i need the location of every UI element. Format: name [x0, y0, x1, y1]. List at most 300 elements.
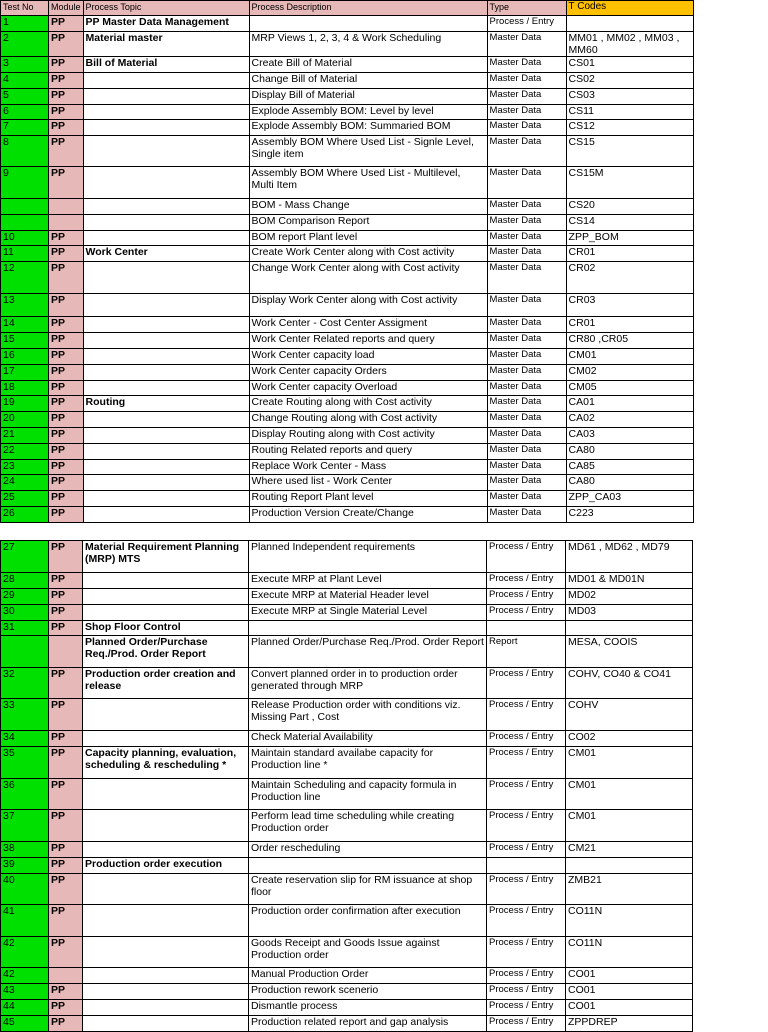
module-cell: PP [49, 317, 84, 333]
table-row [1, 215, 694, 231]
type-cell: Master Data [487, 73, 566, 89]
table-row [1, 262, 694, 294]
process-topic-cell [83, 842, 249, 858]
header-type: Type [487, 1, 566, 16]
process-description-cell: Perform lead time scheduling while creating Production order [249, 810, 487, 842]
process-topic-cell: Planned Order/Purchase Req./Prod. Order Report [83, 636, 249, 668]
test-no-cell: 22 [1, 444, 49, 460]
process-description-cell: Assembly BOM Where Used List - Signle Level, Single item [249, 136, 487, 167]
test-no-cell: 28 [1, 573, 49, 589]
module-cell [49, 215, 84, 231]
t-code-cell: CM21 [566, 842, 693, 858]
test-no-cell: 44 [1, 1000, 49, 1016]
process-description-cell [249, 858, 487, 874]
test-no-cell: 43 [1, 984, 49, 1000]
type-cell: Process / Entry [487, 573, 566, 589]
process-description-cell: Display Work Center along with Cost activity [249, 294, 487, 317]
t-code-cell: CS03 [566, 89, 693, 105]
type-cell: Process / Entry [487, 874, 566, 905]
process-topic-cell: Work Center [83, 246, 249, 262]
test-no-cell: 7 [1, 120, 49, 136]
process-description-cell: MRP Views 1, 2, 3, 4 & Work Scheduling [249, 32, 487, 57]
process-topic-cell [83, 573, 249, 589]
module-cell: PP [49, 381, 84, 396]
process-table [0, 540, 693, 1032]
t-code-cell: CA85 [566, 460, 693, 475]
t-code-cell: MESA, COOIS [566, 636, 693, 668]
type-cell: Process / Entry [487, 905, 566, 937]
table-row [1, 968, 693, 984]
test-no-cell [1, 199, 49, 215]
table-row [1, 810, 693, 842]
t-code-cell: CR01 [566, 246, 693, 262]
process-topic-cell [83, 231, 249, 246]
t-code-cell: C223 [566, 507, 693, 523]
test-no-cell: 12 [1, 262, 49, 294]
test-no-cell: 31 [1, 621, 49, 636]
process-topic-cell: Production order creation and release [83, 668, 249, 699]
process-description-cell: Work Center capacity load [249, 349, 487, 365]
process-topic-cell [83, 937, 249, 968]
process-description-cell: Create reservation slip for RM issuance at shop floor [249, 874, 487, 905]
t-code-cell [566, 16, 693, 32]
module-cell: PP [49, 937, 83, 968]
type-cell: Master Data [487, 136, 566, 167]
process-description-cell: Execute MRP at Single Material Level [249, 605, 487, 621]
module-cell: PP [49, 699, 83, 731]
test-no-cell: 9 [1, 167, 49, 199]
test-no-cell: 32 [1, 668, 49, 699]
process-description-cell: Explode Assembly BOM: Level by level [249, 105, 487, 120]
test-no-cell: 29 [1, 589, 49, 605]
test-no-cell: 20 [1, 412, 49, 428]
module-cell: PP [49, 589, 83, 605]
t-code-cell: ZPPDREP [566, 1016, 693, 1032]
process-topic-cell [83, 589, 249, 605]
table-row [1, 333, 694, 349]
test-no-cell: 36 [1, 779, 49, 810]
module-cell: PP [49, 105, 84, 120]
process-description-cell: Planned Independent requirements [249, 541, 487, 573]
process-description-cell: BOM report Plant level [249, 231, 487, 246]
process-topic-cell [83, 460, 249, 475]
module-cell: PP [49, 32, 84, 57]
process-description-cell: Production rework scenerio [249, 984, 487, 1000]
type-cell: Master Data [487, 444, 566, 460]
t-code-cell: CR80 ,CR05 [566, 333, 693, 349]
table-row [1, 199, 694, 215]
type-cell: Master Data [487, 215, 566, 231]
table-row [1, 605, 693, 621]
process-topic-cell: Material master [83, 32, 249, 57]
process-description-cell: Create Routing along with Cost activity [249, 396, 487, 412]
type-cell: Process / Entry [487, 731, 566, 747]
module-cell: PP [49, 365, 84, 381]
test-no-cell: 45 [1, 1016, 49, 1032]
header-module: Module [49, 1, 84, 16]
process-description-cell: Where used list - Work Center [249, 475, 487, 491]
module-cell: PP [49, 333, 84, 349]
type-cell: Master Data [487, 105, 566, 120]
process-description-cell: Routing Report Plant level [249, 491, 487, 507]
t-code-cell: CS02 [566, 73, 693, 89]
module-cell: PP [49, 905, 83, 937]
type-cell: Master Data [487, 381, 566, 396]
type-cell: Master Data [487, 460, 566, 475]
t-code-cell: CO01 [566, 968, 693, 984]
test-no-cell: 2 [1, 32, 49, 57]
process-topic-cell: Shop Floor Control [83, 621, 249, 636]
type-cell: Process / Entry [487, 968, 566, 984]
module-cell: PP [49, 779, 83, 810]
type-cell: Master Data [487, 262, 566, 294]
type-cell: Master Data [487, 199, 566, 215]
process-description-cell [249, 621, 487, 636]
type-cell: Process / Entry [487, 842, 566, 858]
test-no-cell: 25 [1, 491, 49, 507]
process-description-cell: Work Center - Cost Center Assigment [249, 317, 487, 333]
process-description-cell: Production related report and gap analysis [249, 1016, 487, 1032]
type-cell: Master Data [487, 491, 566, 507]
t-code-cell: CR01 [566, 317, 693, 333]
table-row [1, 905, 693, 937]
t-code-cell: COHV, CO40 & CO41 [566, 668, 693, 699]
type-cell: Master Data [487, 396, 566, 412]
type-cell: Process / Entry [487, 1016, 566, 1032]
process-topic-cell [83, 810, 249, 842]
table-row [1, 246, 694, 262]
test-no-cell: 37 [1, 810, 49, 842]
process-description-cell: BOM Comparison Report [249, 215, 487, 231]
t-code-cell: CA02 [566, 412, 693, 428]
process-description-cell: Check Material Availability [249, 731, 487, 747]
t-code-cell: CO01 [566, 984, 693, 1000]
process-description-cell: Routing Related reports and query [249, 444, 487, 460]
process-topic-cell: Capacity planning, evaluation, scheduling & rescheduling * [83, 747, 249, 779]
t-code-cell: CM05 [566, 381, 693, 396]
process-description-cell: Manual Production Order [249, 968, 487, 984]
type-cell: Master Data [487, 294, 566, 317]
module-cell: PP [49, 136, 84, 167]
type-cell: Report [487, 636, 566, 668]
process-topic-cell [83, 365, 249, 381]
t-code-cell: CA01 [566, 396, 693, 412]
process-topic-cell [83, 731, 249, 747]
type-cell: Process / Entry [487, 668, 566, 699]
process-description-cell: Replace Work Center - Mass [249, 460, 487, 475]
process-description-cell: Execute MRP at Material Header level [249, 589, 487, 605]
module-cell: PP [49, 475, 84, 491]
test-no-cell: 18 [1, 381, 49, 396]
table-row [1, 874, 693, 905]
process-topic-cell: Production order execution [83, 858, 249, 874]
module-cell: PP [49, 573, 83, 589]
process-description-cell [249, 16, 487, 32]
table-row [1, 491, 694, 507]
module-cell: PP [49, 16, 84, 32]
table-row [1, 136, 694, 167]
table-row [1, 1000, 693, 1016]
test-no-cell: 13 [1, 294, 49, 317]
table-row [1, 668, 693, 699]
module-cell: PP [49, 810, 83, 842]
t-code-cell: CO11N [566, 905, 693, 937]
table-row [1, 747, 693, 779]
type-cell: Master Data [487, 412, 566, 428]
header-process-description: Process Description [249, 1, 487, 16]
test-no-cell: 35 [1, 747, 49, 779]
process-description-cell: Order rescheduling [249, 842, 487, 858]
process-topic-cell [83, 491, 249, 507]
type-cell: Master Data [487, 32, 566, 57]
table-row [1, 412, 694, 428]
t-code-cell: CO11N [566, 937, 693, 968]
process-description-cell: BOM - Mass Change [249, 199, 487, 215]
module-cell: PP [49, 731, 83, 747]
process-topic-cell [83, 333, 249, 349]
type-cell: Master Data [487, 333, 566, 349]
type-cell: Process / Entry [487, 541, 566, 573]
table-row [1, 507, 694, 523]
process-description-cell: Create Work Center along with Cost activity [249, 246, 487, 262]
process-topic-cell: PP Master Data Management [83, 16, 249, 32]
table-row [1, 842, 693, 858]
process-topic-cell [83, 968, 249, 984]
process-description-cell: Display Bill of Material [249, 89, 487, 105]
module-cell: PP [49, 444, 84, 460]
header-test-no: Test No [1, 1, 49, 16]
table-row [1, 231, 694, 246]
table-row [1, 381, 694, 396]
table-row [1, 57, 694, 73]
t-code-cell: CS15M [566, 167, 693, 199]
module-cell: PP [49, 668, 83, 699]
t-code-cell: MD02 [566, 589, 693, 605]
table-row [1, 396, 694, 412]
table-row [1, 937, 693, 968]
table-row [1, 621, 693, 636]
process-topic-cell [83, 412, 249, 428]
t-code-cell: ZPP_BOM [566, 231, 693, 246]
t-code-cell: CS01 [566, 57, 693, 73]
module-cell: PP [49, 507, 84, 523]
table-row [1, 779, 693, 810]
test-no-cell: 10 [1, 231, 49, 246]
process-topic-cell [83, 294, 249, 317]
process-topic-cell [83, 605, 249, 621]
t-code-cell: CM01 [566, 747, 693, 779]
t-code-cell: COHV [566, 699, 693, 731]
test-no-cell: 19 [1, 396, 49, 412]
master-data-table [0, 0, 694, 523]
process-topic-cell [83, 199, 249, 215]
test-no-cell: 34 [1, 731, 49, 747]
module-cell: PP [49, 396, 84, 412]
test-no-cell: 1 [1, 16, 49, 32]
test-no-cell: 14 [1, 317, 49, 333]
process-topic-cell [83, 73, 249, 89]
type-cell [487, 858, 566, 874]
t-code-cell: CS14 [566, 215, 693, 231]
table-row [1, 317, 694, 333]
process-topic-cell [83, 349, 249, 365]
t-code-cell: CM02 [566, 365, 693, 381]
table-row [1, 541, 693, 573]
type-cell: Process / Entry [487, 779, 566, 810]
table-row [1, 349, 694, 365]
module-cell: PP [49, 541, 83, 573]
type-cell: Master Data [487, 507, 566, 523]
header-process-topic: Process Topic [83, 1, 249, 16]
process-topic-cell [83, 136, 249, 167]
table-row [1, 858, 693, 874]
module-cell [49, 636, 83, 668]
type-cell: Master Data [487, 317, 566, 333]
process-topic-cell [83, 699, 249, 731]
type-cell: Master Data [487, 167, 566, 199]
type-cell: Process / Entry [487, 605, 566, 621]
type-cell: Master Data [487, 89, 566, 105]
t-code-cell: MM01 , MM02 , MM03 , MM60 [566, 32, 693, 57]
test-no-cell: 16 [1, 349, 49, 365]
process-description-cell: Create Bill of Material [249, 57, 487, 73]
module-cell: PP [49, 167, 84, 199]
process-description-cell: Change Work Center along with Cost activity [249, 262, 487, 294]
test-no-cell: 40 [1, 874, 49, 905]
t-code-cell: CS12 [566, 120, 693, 136]
test-no-cell: 24 [1, 475, 49, 491]
process-description-cell: Execute MRP at Plant Level [249, 573, 487, 589]
t-code-cell: CS20 [566, 199, 693, 215]
t-code-cell: CM01 [566, 779, 693, 810]
table-row [1, 294, 694, 317]
table-row [1, 573, 693, 589]
process-description-cell: Work Center capacity Orders [249, 365, 487, 381]
test-no-cell: 8 [1, 136, 49, 167]
table-row [1, 460, 694, 475]
process-description-cell: Planned Order/Purchase Req./Prod. Order Report [249, 636, 487, 668]
module-cell: PP [49, 89, 84, 105]
process-topic-cell [83, 105, 249, 120]
process-topic-cell [83, 984, 249, 1000]
table-row [1, 699, 693, 731]
type-cell: Master Data [487, 475, 566, 491]
t-code-cell: ZMB21 [566, 874, 693, 905]
test-no-cell: 17 [1, 365, 49, 381]
module-cell: PP [49, 294, 84, 317]
process-description-cell: Maintain standard availabe capacity for Production line * [249, 747, 487, 779]
test-no-cell: 38 [1, 842, 49, 858]
test-no-cell: 11 [1, 246, 49, 262]
process-description-cell: Assembly BOM Where Used List - Multilevel, Multi Item [249, 167, 487, 199]
process-topic-cell [83, 89, 249, 105]
table-row [1, 428, 694, 444]
process-description-cell: Production Version Create/Change [249, 507, 487, 523]
process-topic-cell: Routing [83, 396, 249, 412]
table-row [1, 73, 694, 89]
t-code-cell: MD01 & MD01N [566, 573, 693, 589]
module-cell: PP [49, 262, 84, 294]
process-description-cell: Change Routing along with Cost activity [249, 412, 487, 428]
table-row [1, 89, 694, 105]
module-cell: PP [49, 491, 84, 507]
process-description-cell: Work Center capacity Overload [249, 381, 487, 396]
process-description-cell: Display Routing along with Cost activity [249, 428, 487, 444]
table-row [1, 120, 694, 136]
module-cell: PP [49, 605, 83, 621]
test-no-cell: 23 [1, 460, 49, 475]
t-code-cell: CS11 [566, 105, 693, 120]
header-row [1, 1, 694, 16]
test-no-cell [1, 215, 49, 231]
module-cell: PP [49, 858, 83, 874]
module-cell: PP [49, 842, 83, 858]
type-cell: Process / Entry [487, 747, 566, 779]
table-row [1, 475, 694, 491]
process-topic-cell: Bill of Material [83, 57, 249, 73]
header-t-codes: T Codes [566, 1, 693, 16]
module-cell: PP [49, 874, 83, 905]
table-row [1, 365, 694, 381]
module-cell: PP [49, 1016, 83, 1032]
table-row [1, 444, 694, 460]
process-description-cell: Maintain Scheduling and capacity formula in Production line [249, 779, 487, 810]
type-cell: Process / Entry [487, 810, 566, 842]
t-code-cell: MD03 [566, 605, 693, 621]
test-no-cell: 42 [1, 937, 49, 968]
table-row [1, 105, 694, 120]
test-no-cell: 41 [1, 905, 49, 937]
process-topic-cell [83, 317, 249, 333]
test-no-cell: 42 [1, 968, 49, 984]
test-no-cell: 15 [1, 333, 49, 349]
process-topic-cell [83, 381, 249, 396]
table-row [1, 16, 694, 32]
module-cell [49, 968, 83, 984]
t-code-cell: CA80 [566, 475, 693, 491]
t-code-cell [566, 621, 693, 636]
module-cell: PP [49, 57, 84, 73]
t-code-cell [566, 858, 693, 874]
module-cell [49, 199, 84, 215]
table-row [1, 731, 693, 747]
process-description-cell: Explode Assembly BOM: Summaried BOM [249, 120, 487, 136]
process-description-cell: Work Center Related reports and query [249, 333, 487, 349]
type-cell [487, 621, 566, 636]
type-cell: Process / Entry [487, 984, 566, 1000]
process-topic-cell [83, 507, 249, 523]
module-cell: PP [49, 73, 84, 89]
process-topic-cell [83, 475, 249, 491]
t-code-cell: ZPP_CA03 [566, 491, 693, 507]
t-code-cell: CR03 [566, 294, 693, 317]
type-cell: Master Data [487, 231, 566, 246]
test-no-cell: 3 [1, 57, 49, 73]
type-cell: Master Data [487, 120, 566, 136]
module-cell: PP [49, 231, 84, 246]
type-cell: Master Data [487, 246, 566, 262]
table-row [1, 32, 694, 57]
test-no-cell: 30 [1, 605, 49, 621]
type-cell: Master Data [487, 365, 566, 381]
process-topic-cell [83, 167, 249, 199]
module-cell: PP [49, 428, 84, 444]
process-description-cell: Convert planned order in to production order generated through MRP [249, 668, 487, 699]
test-no-cell: 27 [1, 541, 49, 573]
module-cell: PP [49, 984, 83, 1000]
process-topic-cell [83, 905, 249, 937]
table-row [1, 984, 693, 1000]
